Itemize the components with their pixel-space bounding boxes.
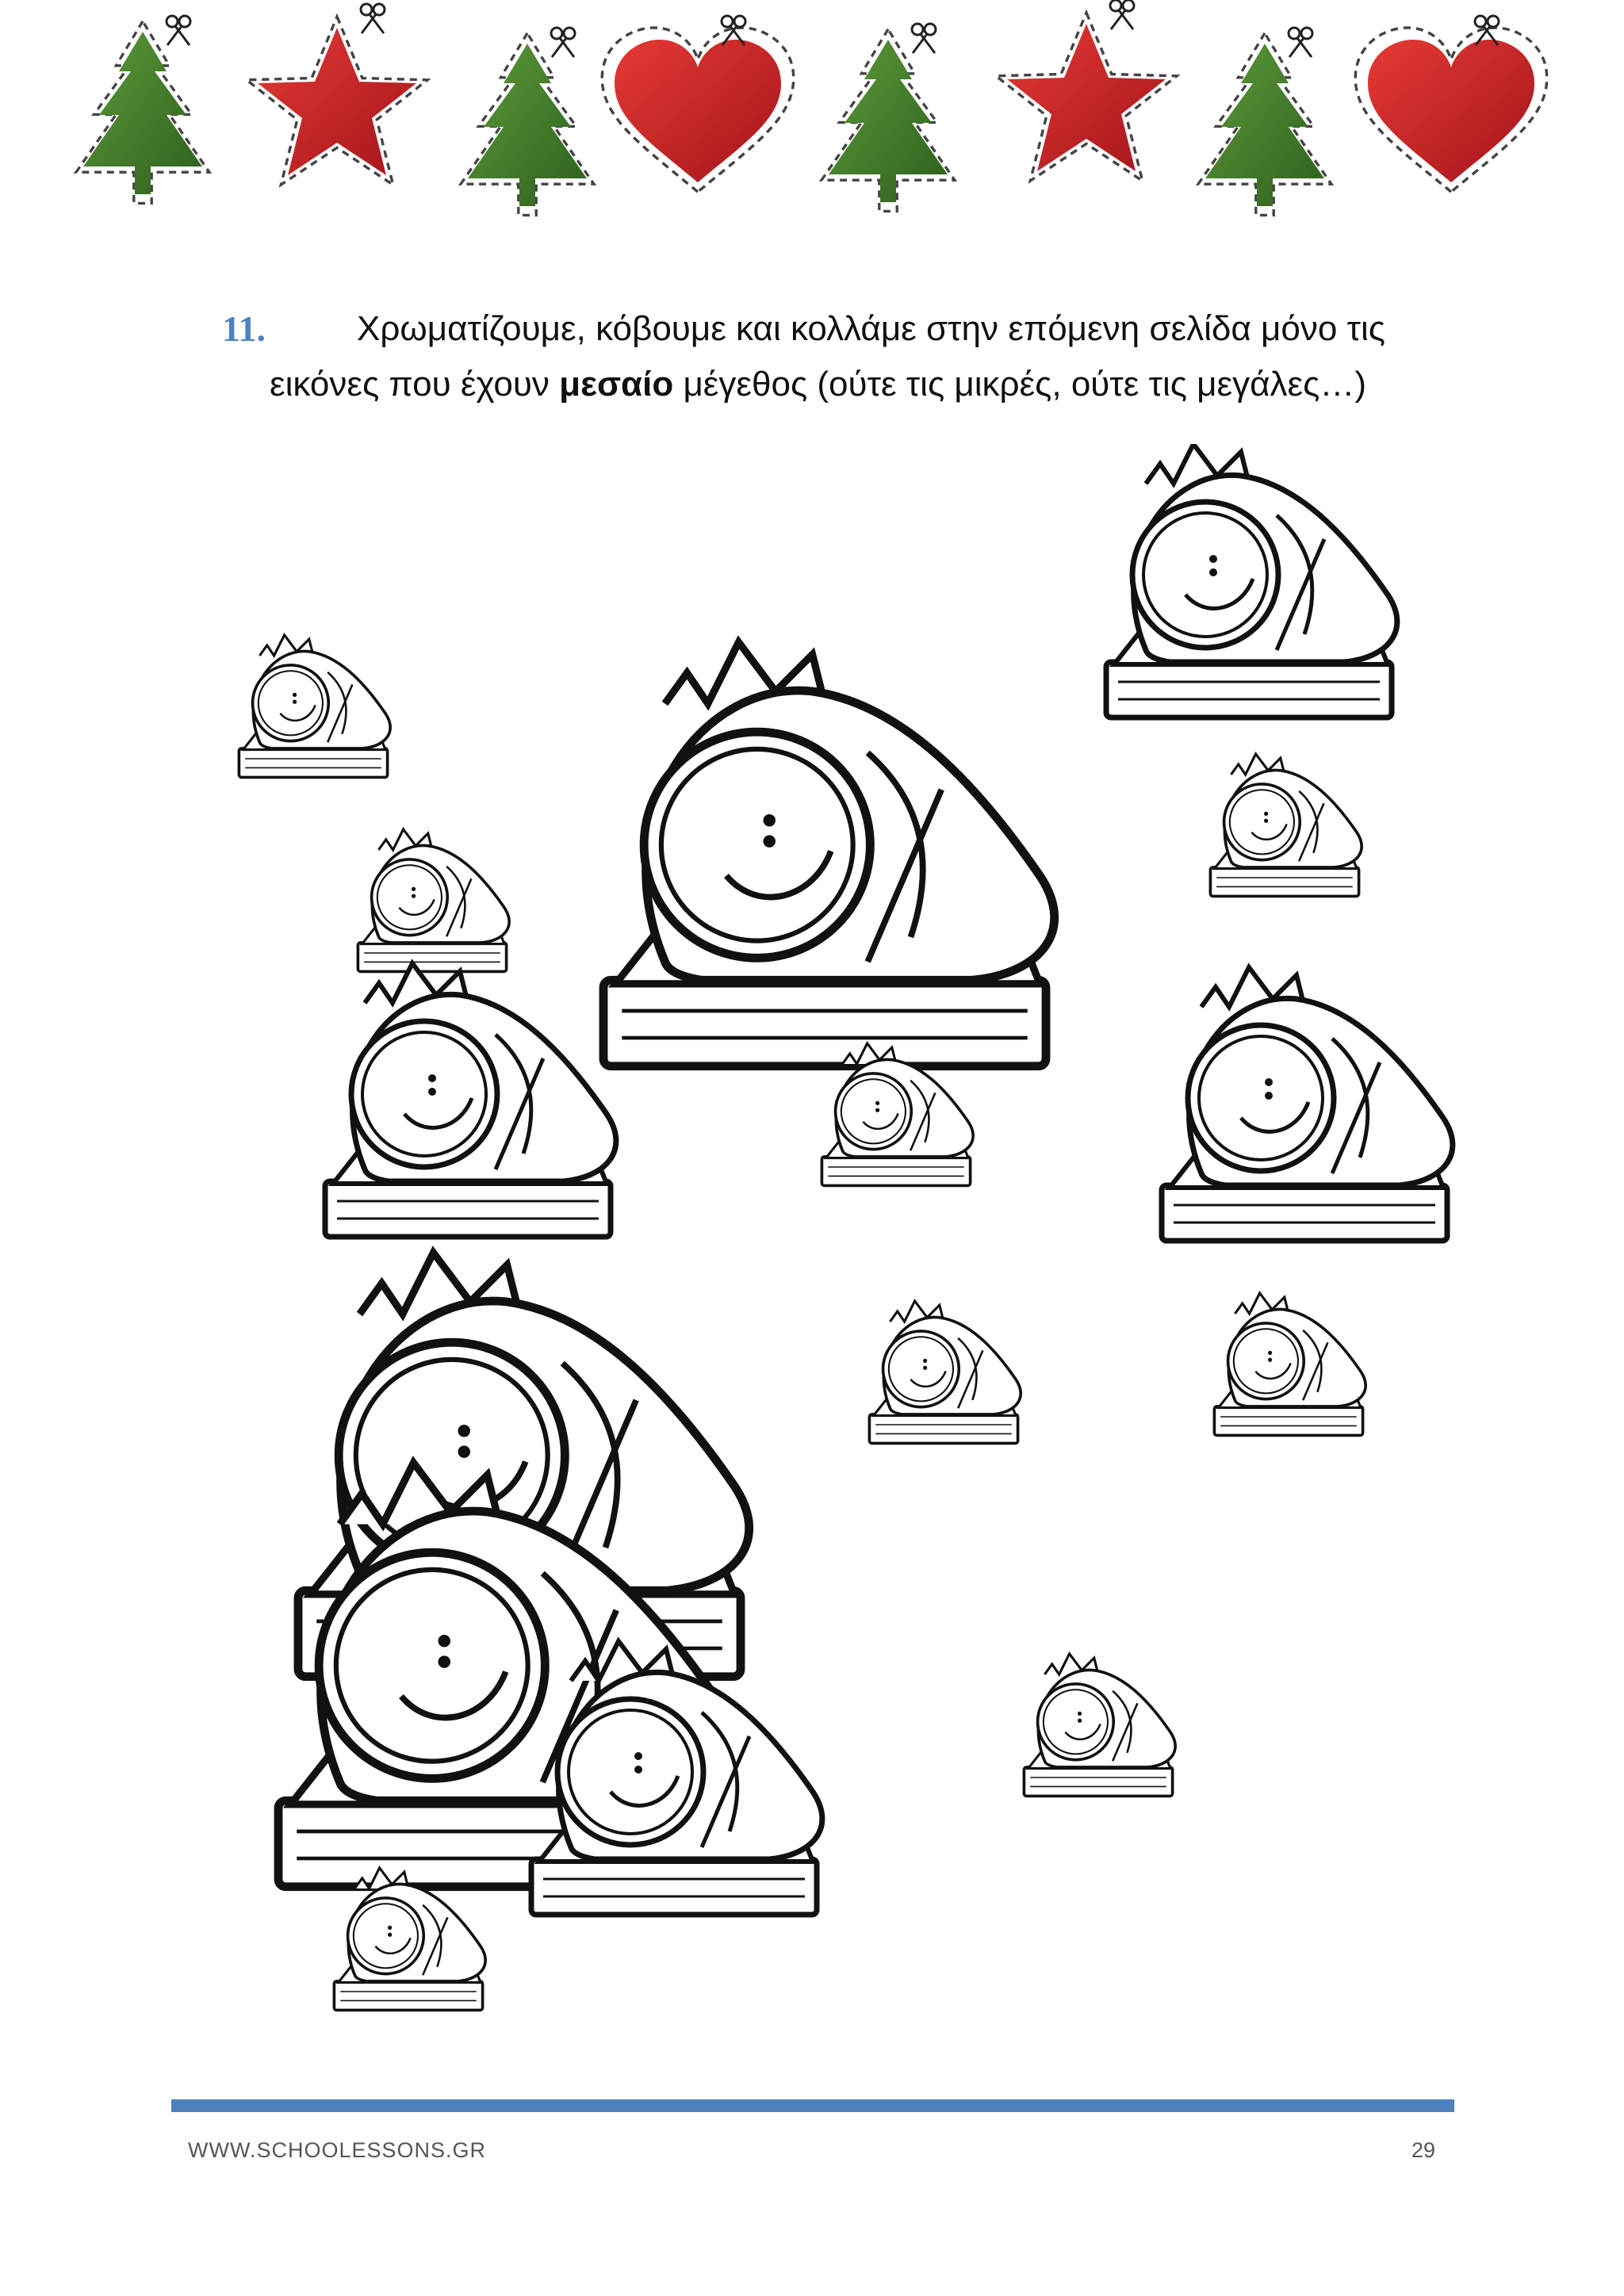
star-icon	[996, 0, 1177, 181]
scissors-icon	[1110, 0, 1134, 29]
footer-rule	[171, 2099, 1454, 2112]
heart-icon	[602, 16, 794, 192]
scissors-icon	[167, 16, 190, 45]
footer-website: WWW.SCHOOLESSONS.GR	[188, 2138, 487, 2162]
baby-in-manger-small-icon	[1210, 754, 1362, 896]
tree-icon	[822, 24, 955, 211]
christmas-ornament-banner	[0, 0, 1624, 246]
tree-icon	[1198, 28, 1331, 215]
scissors-icon	[551, 28, 575, 57]
baby-in-manger-medium-icon	[1162, 967, 1453, 1241]
baby-in-manger-small-icon	[1214, 1293, 1365, 1435]
instruction-line-2: εικόνες που έχουν μεσαίο μέγεθος (ούτε τις μικρές, ούτε τις μεγάλες…)	[270, 365, 1367, 404]
instruction-line-1: Χρωματίζουμε, κόβουμε και κολλάμε στην επόμενη σελίδα μόνο τις	[357, 309, 1385, 348]
baby-in-manger-small-icon	[869, 1301, 1021, 1443]
baby-in-manger-small-icon	[1024, 1654, 1175, 1796]
scissors-icon	[361, 4, 385, 33]
baby-in-manger-medium-icon	[325, 963, 616, 1237]
scissors-icon	[912, 24, 936, 53]
scissors-icon	[1289, 28, 1312, 57]
page-number: 29	[1411, 2138, 1436, 2162]
exercise-instruction	[159, 301, 1475, 412]
bold-keyword: μεσαίο	[559, 365, 674, 404]
baby-in-manger-small-icon	[358, 829, 509, 971]
baby-in-manger-medium-icon	[1106, 444, 1397, 718]
heart-icon	[1355, 16, 1547, 192]
star-icon	[247, 4, 427, 185]
baby-in-manger-small-icon	[239, 635, 390, 777]
exercise-number: 11.	[222, 308, 266, 349]
baby-in-manger-large-icon	[603, 642, 1055, 1066]
baby-jesus-images-area	[0, 444, 1624, 2109]
tree-icon	[76, 16, 209, 203]
tree-icon	[461, 28, 594, 215]
